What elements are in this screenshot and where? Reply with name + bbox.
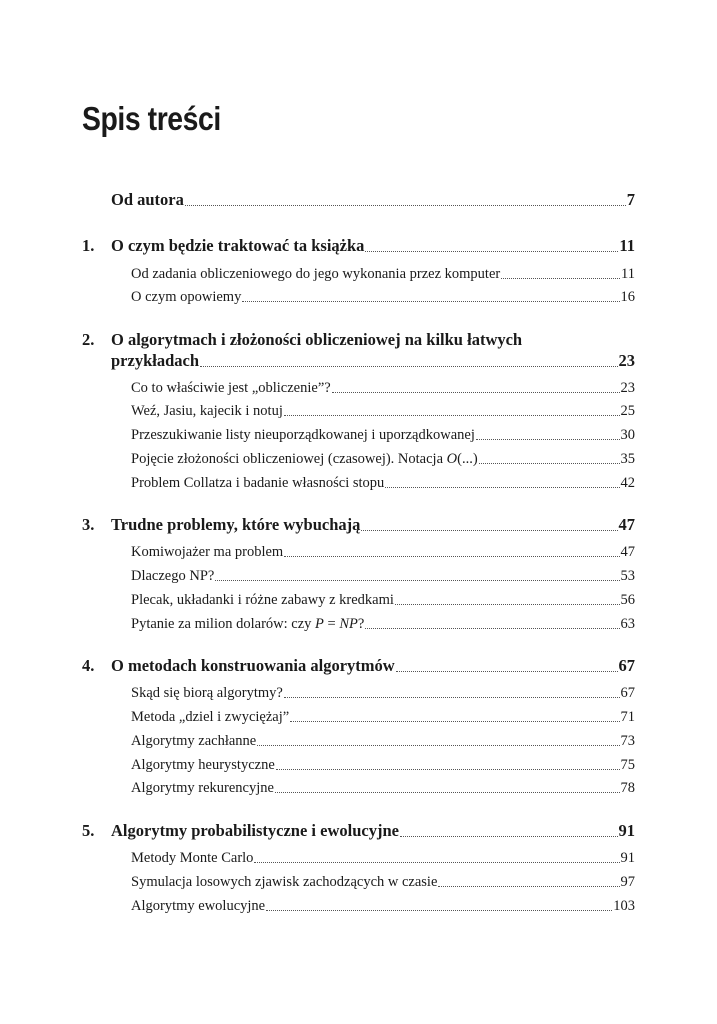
toc-entry-label: Od autora <box>111 190 184 209</box>
toc-section-label: Od zadania obliczeniowego do jego wykonania przez komputer <box>131 266 501 282</box>
page-title: Spis treści <box>82 100 221 137</box>
toc-page-number: 91 <box>618 821 635 840</box>
toc-section-label: Algorytmy heurystyczne <box>131 757 275 773</box>
toc-page-number: 91 <box>620 850 635 866</box>
dot-leader <box>215 579 619 581</box>
toc-section[interactable] <box>131 403 635 420</box>
dot-leader <box>284 414 620 416</box>
toc-page-number: 16 <box>620 289 635 305</box>
label-text: = <box>323 616 340 632</box>
toc-page-number: 25 <box>620 403 635 419</box>
toc-section[interactable] <box>131 757 635 774</box>
toc-page-number: 11 <box>619 236 635 255</box>
toc-page-number: 35 <box>620 451 635 467</box>
toc-section-label: Symulacja losowych zjawisk zachodzących w czasie <box>131 874 438 890</box>
dot-leader <box>284 696 620 698</box>
toc-section[interactable] <box>131 289 635 306</box>
toc-section[interactable] <box>131 709 635 726</box>
dot-leader <box>361 529 617 531</box>
toc-page-number: 103 <box>613 898 635 914</box>
toc-section-label <box>131 616 364 633</box>
chapter-number: 1. <box>82 236 95 255</box>
toc-section[interactable] <box>131 780 635 797</box>
toc-page-number: 47 <box>620 544 635 560</box>
chapter-number: 4. <box>82 656 95 675</box>
toc-section[interactable] <box>131 380 635 397</box>
label-text: ? <box>357 616 365 632</box>
toc-section[interactable] <box>131 427 635 444</box>
toc-section-label: Co to właściwie jest „obliczenie”? <box>131 380 331 396</box>
toc-section[interactable] <box>131 544 635 561</box>
toc-section-label: Dlaczego NP? <box>131 568 215 584</box>
toc-chapter-title-line1[interactable]: O algorytmach i złożoności obliczeniowej na kilku łatwych <box>111 330 523 349</box>
toc-chapter-2[interactable] <box>111 351 635 371</box>
toc-section[interactable] <box>131 850 635 867</box>
dot-leader <box>438 885 619 887</box>
toc-chapter-title-line2: przykładach <box>111 351 200 370</box>
toc-section-label: Skąd się biorą algorytmy? <box>131 685 283 701</box>
toc-page-number: 23 <box>618 351 635 370</box>
toc-section[interactable] <box>131 568 635 585</box>
chapter-number: 2. <box>82 330 95 349</box>
toc-page-number: 42 <box>620 475 635 491</box>
dot-leader <box>501 277 620 279</box>
dot-leader <box>332 391 620 393</box>
toc-page-number: 11 <box>621 266 635 282</box>
dot-leader <box>365 250 618 252</box>
chapter-number: 5. <box>82 821 95 840</box>
toc-section[interactable] <box>131 592 635 609</box>
toc-section-label: Problem Collatza i badanie własności stopu <box>131 475 385 491</box>
toc-chapter-1[interactable] <box>111 236 635 256</box>
toc-section-label: Komiwojażer ma problem <box>131 544 284 560</box>
toc-section[interactable] <box>131 616 635 633</box>
toc-page-number: 47 <box>618 515 635 534</box>
toc-section-label: Plecak, układanki i różne zabawy z kredkami <box>131 592 394 608</box>
toc-page-number: 78 <box>620 780 635 796</box>
dot-leader <box>257 744 619 746</box>
toc-section-label: Algorytmy zachłanne <box>131 733 257 749</box>
toc-entry-intro[interactable] <box>111 190 635 210</box>
label-text: (...) <box>457 451 478 467</box>
dot-leader <box>476 438 620 440</box>
toc-section[interactable] <box>131 874 635 891</box>
toc-section[interactable] <box>131 685 635 702</box>
dot-leader <box>365 627 619 629</box>
toc-page-number: 97 <box>620 874 635 890</box>
toc-page-number: 67 <box>618 656 635 675</box>
dot-leader <box>396 670 618 672</box>
dot-leader <box>284 555 619 557</box>
toc-page-number: 23 <box>620 380 635 396</box>
toc-section-label: Przeszukiwanie listy nieuporządkowanej i uporządkowanej <box>131 427 475 443</box>
dot-leader <box>242 300 619 302</box>
toc-section-label: Weź, Jasiu, kajecik i notuj <box>131 403 283 419</box>
toc-section-label: Algorytmy rekurencyjne <box>131 780 274 796</box>
toc-section-label <box>131 451 478 468</box>
dot-leader <box>200 365 617 367</box>
toc-chapter-5[interactable] <box>111 821 635 841</box>
toc-section[interactable] <box>131 266 635 283</box>
toc-page-number: 71 <box>620 709 635 725</box>
dot-leader <box>385 486 619 488</box>
label-text: Pojęcie złożoności obliczeniowej (czasowej). Notacja <box>131 451 447 467</box>
toc-chapter-title: O czym będzie traktować ta książka <box>111 236 365 255</box>
dot-leader <box>276 768 620 770</box>
toc-section-label: Algorytmy ewolucyjne <box>131 898 266 914</box>
toc-page-number: 30 <box>620 427 635 443</box>
dot-leader <box>275 791 620 793</box>
toc-page-number: 53 <box>620 568 635 584</box>
toc-chapter-title: O metodach konstruowania algorytmów <box>111 656 395 675</box>
toc-chapter-title: Trudne problemy, które wybuchają <box>111 515 361 534</box>
toc-section[interactable] <box>131 475 635 492</box>
dot-leader <box>290 720 619 722</box>
toc-section[interactable] <box>131 733 635 750</box>
toc-page-number: 56 <box>620 592 635 608</box>
toc-section-label: Metody Monte Carlo <box>131 850 254 866</box>
toc-section[interactable] <box>131 451 635 468</box>
label-text: Pytanie za milion dolarów: czy <box>131 616 316 632</box>
toc-chapter-4[interactable] <box>111 656 635 676</box>
toc-section-label: Metoda „dziel i zwyciężaj” <box>131 709 290 725</box>
toc-chapter-3[interactable] <box>111 515 635 535</box>
dot-leader <box>266 909 612 911</box>
math-symbol: NP <box>339 616 358 632</box>
dot-leader <box>400 835 618 837</box>
dot-leader <box>254 861 619 863</box>
toc-page-number: 7 <box>626 190 635 209</box>
toc-chapter-title: Algorytmy probabilistyczne i ewolucyjne <box>111 821 399 840</box>
math-symbol: O <box>446 451 458 467</box>
toc-page-number: 75 <box>620 757 635 773</box>
toc-section-label: O czym opowiemy <box>131 289 242 305</box>
chapter-number: 3. <box>82 515 95 534</box>
dot-leader <box>479 462 620 464</box>
toc-page-number: 63 <box>620 616 635 632</box>
math-symbol: P <box>315 616 324 632</box>
toc-page-number: 73 <box>620 733 635 749</box>
toc-page-number: 67 <box>620 685 635 701</box>
dot-leader <box>185 204 626 206</box>
dot-leader <box>395 603 620 605</box>
toc-section[interactable] <box>131 898 635 915</box>
